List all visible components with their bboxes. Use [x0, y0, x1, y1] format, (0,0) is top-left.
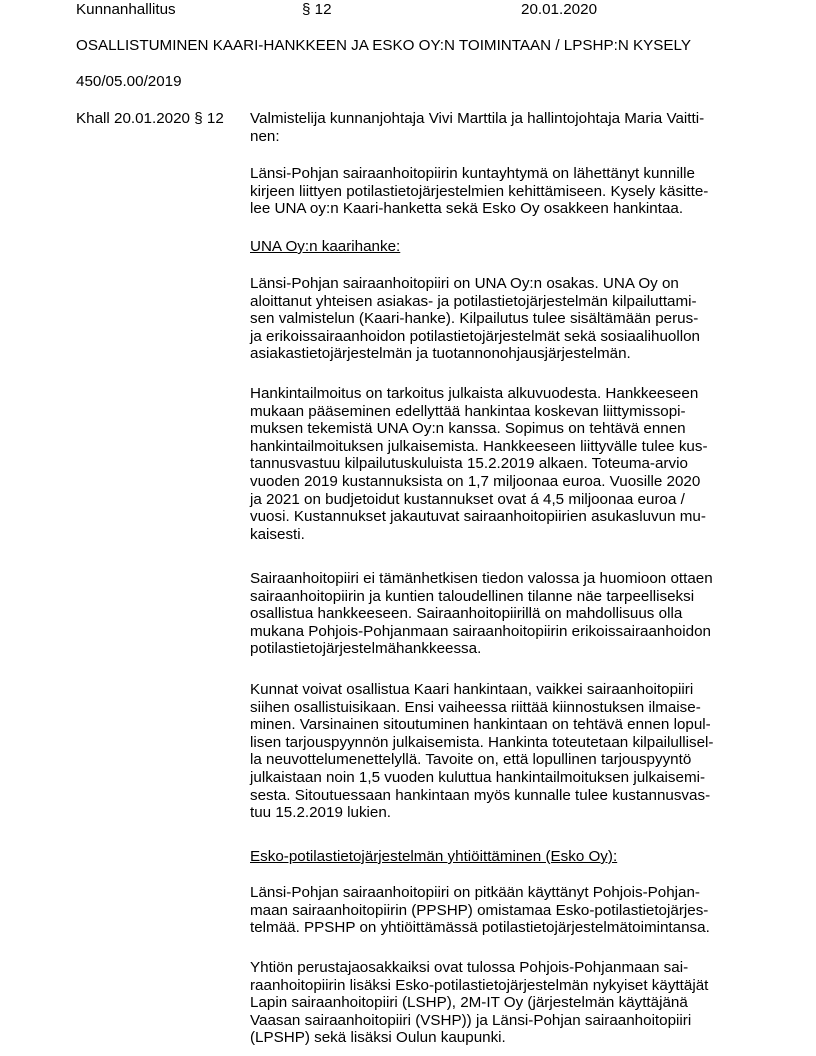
text-line: hankintailmoituksen julkaisemista. Hankkeeseen liittyvälle tulee kus-: [250, 437, 708, 455]
text-line: UNA Oy:n kaarihanke:: [250, 238, 401, 255]
text-line: asiakastietojärjestelmän ja tuotannonohjausjärjestelmän.: [250, 345, 631, 363]
section-heading-una: [250, 238, 750, 256]
procurement-notice-paragraph: [250, 385, 750, 543]
intro-paragraph: [250, 165, 750, 218]
text-line: nen:: [250, 127, 280, 145]
text-line: siihen osallistuisikaan. Ensi vaiheessa riittää kiinnostuksen ilmaise-: [250, 698, 701, 716]
text-line: minen. Varsinainen sitoutuminen hankintaan on tehtävä ennen lopul-: [250, 716, 711, 734]
header-date: 20.01.2020: [521, 1, 598, 18]
text-line: (LPSHP) sekä lisäksi Oulun kaupunki.: [250, 1029, 506, 1047]
text-line: Kunnat voivat osallistua Kaari hankintaan, vaikkei sairaanhoitopiiri: [250, 681, 694, 698]
una-description-paragraph: [250, 275, 750, 363]
text-line: Valmistelija kunnanjohtaja Vivi Marttila ja hallintojohtaja Maria Vaitti-: [250, 110, 705, 127]
meeting-reference: Khall 20.01.2020 § 12: [76, 110, 224, 127]
text-line: kaisesti.: [250, 525, 305, 543]
municipal-participation-paragraph: [250, 681, 750, 822]
text-line: Länsi-Pohjan sairaanhoitopiirin kuntayhtymä on lähettänyt kunnille: [250, 165, 695, 182]
text-line: Sairaanhoitopiiri ei tämänhetkisen tiedon valossa ja huomioon ottaen: [250, 570, 713, 587]
preparer-paragraph: [250, 110, 750, 145]
text-line: sesta. Sitoutuessaan hankintaan myös kunnalle tulee kustannusvas-: [250, 786, 711, 804]
text-line: lisen tarjouspyynnön julkaisemista. Hankinta toteutetaan kilpailullisel-: [250, 733, 714, 751]
text-line: sen valmistelun (Kaari-hanke). Kilpailutus tulee sisältämään perus-: [250, 310, 699, 328]
text-line: Länsi-Pohjan sairaanhoitopiiri on pitkään käyttänyt Pohjois-Pohjan-: [250, 884, 700, 901]
text-line: Länsi-Pohjan sairaanhoitopiiri on UNA Oy:n osakas. UNA Oy on: [250, 275, 679, 292]
text-line: julkaistaan noin 1,5 vuoden kuluttua hankintailmoituksen julkaisemi-: [250, 768, 706, 786]
text-line: raanhoitopiirin lisäksi Esko-potilastietojärjestelmän nykyiset käyttäjät: [250, 976, 709, 994]
text-line: aloittanut yhteisen asiakas- ja potilastietojärjestelmän kilpailuttami-: [250, 292, 697, 310]
text-line: Yhtiön perustajaosakkaiksi ovat tulossa Pohjois-Pohjanmaan sai-: [250, 959, 689, 976]
header-section-number: § 12: [302, 1, 332, 18]
text-line: potilastietojärjestelmähankkeessa.: [250, 640, 482, 658]
text-line: osallistua hankkeeseen. Sairaanhoitopiirillä on mahdollisuus olla: [250, 605, 683, 623]
section-heading-esko: [250, 848, 750, 866]
esko-usage-paragraph: [250, 884, 750, 937]
text-line: la neuvottelumenettelyllä. Tavoite on, että lopullinen tarjouspyyntö: [250, 751, 692, 769]
text-line: telmää. PPSHP on yhtiöittämässä potilastietojärjestelmätoimintansa.: [250, 919, 710, 937]
text-line: muksen tekemistä UNA Oy:n kanssa. Sopimus on tehtävä ennen: [250, 420, 686, 438]
hospital-district-position-paragraph: [250, 570, 750, 658]
text-line: Esko-potilastietojärjestelmän yhtiöittäminen (Esko Oy):: [250, 848, 618, 865]
text-line: Vaasan sairaanhoitopiiri (VSHP)) ja Länsi-Pohjan sairaanhoitopiiri: [250, 1011, 692, 1029]
text-line: vuoden 2019 kustannuksista on 1,7 miljoonaa euroa. Vuosille 2020: [250, 472, 701, 490]
esko-shareholders-paragraph: [250, 959, 750, 1047]
text-line: vuosi. Kustannukset jakautuvat sairaanhoitopiirien asukasluvun mu-: [250, 508, 706, 526]
text-line: tannusvastuu kilpailutuskuluista 15.2.2019 alkaen. Toteuma-arvio: [250, 455, 688, 473]
text-line: ja erikoissairaanhoidon potilastietojärjestelmät sekä sosiaalihuollon: [250, 327, 700, 345]
text-line: Lapin sairaanhoitopiiri (LSHP), 2M-IT Oy (järjestelmän käyttäjänä: [250, 994, 688, 1012]
text-line: mukana Pohjois-Pohjanmaan sairaanhoitopiirin erikoissairaanhoidon: [250, 622, 711, 640]
text-line: Hankintailmoitus on tarkoitus julkaista alkuvuodesta. Hankkeeseen: [250, 385, 699, 402]
header-body-name: Kunnanhallitus: [76, 1, 176, 18]
text-line: maan sairaanhoitopiirin (PPSHP) omistamaa Esko-potilastietojärjes-: [250, 901, 709, 919]
text-line: mukaan pääseminen edellyttää hankintaa koskevan liittymissopi-: [250, 402, 686, 420]
record-number: 450/05.00/2019: [76, 73, 182, 90]
text-line: ja 2021 on budjetoidut kustannukset ovat á 4,5 miljoonaa euroa /: [250, 490, 685, 508]
text-line: sairaanhoitopiirin ja kuntien taloudellinen tilanne näe tarpeelliseksi: [250, 587, 695, 605]
text-line: lee UNA oy:n Kaari-hanketta sekä Esko Oy osakkeen hankintaa.: [250, 200, 684, 218]
text-line: kirjeen liittyen potilastietojärjestelmien kehittämiseen. Kysely käsitte-: [250, 182, 709, 200]
document-title: OSALLISTUMINEN KAARI-HANKKEEN JA ESKO OY:N TOIMINTAAN / LPSHP:N KYSELY: [76, 37, 691, 54]
text-line: tuu 15.2.2019 lukien.: [250, 804, 392, 822]
